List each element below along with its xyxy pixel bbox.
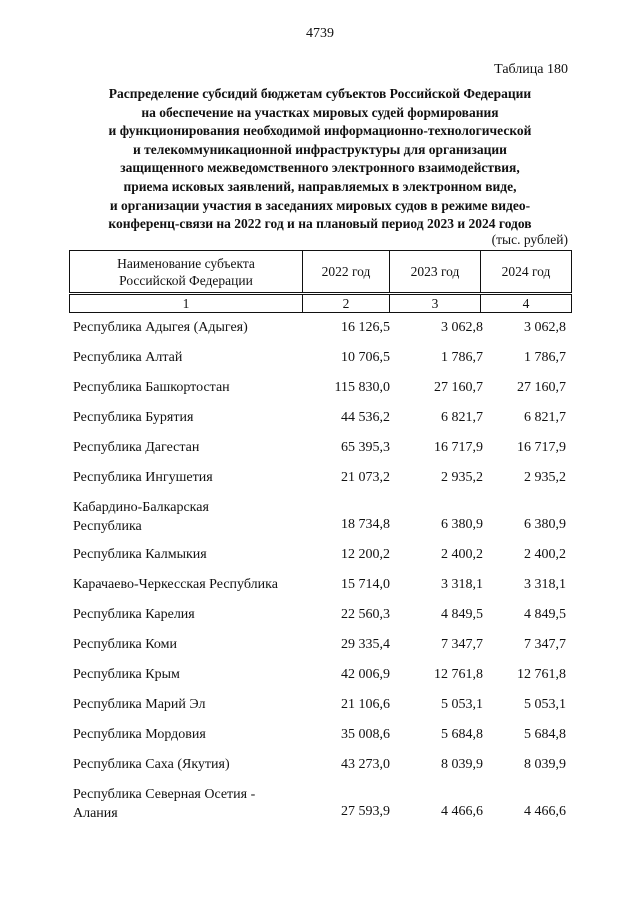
table-row: [0, 545, 640, 565]
table-row: [0, 635, 640, 655]
value-2022: 12 200,2: [341, 547, 390, 562]
column-header-2023: 2023 год: [390, 251, 481, 294]
value-2024: 4 849,5: [524, 607, 566, 622]
table-row: [0, 575, 640, 595]
value-2024: 8 039,9: [524, 757, 566, 772]
title-line: и организации участия в заседаниях мировых судов в режиме видео-: [109, 197, 531, 213]
value-2022: 115 830,0: [334, 380, 390, 395]
value-2022: 35 008,6: [341, 727, 390, 742]
column-number: 4: [481, 294, 572, 313]
region-name: [73, 498, 313, 536]
region-name-line: Республика Северная Осетия -: [73, 787, 256, 802]
page-number: 4739: [306, 26, 334, 41]
title-line: защищенного межведомственного электронного взаимодействия,: [120, 160, 520, 176]
table-row: [0, 665, 640, 685]
title-line: на обеспечение на участках мировых судей формирования: [141, 104, 499, 120]
value-2022: 65 395,3: [341, 440, 390, 455]
value-2022: 22 560,3: [341, 607, 390, 622]
region-name: Республика Марий Эл: [73, 697, 206, 712]
column-header-2022: 2022 год: [303, 251, 390, 294]
title-line: конференц-связи на 2022 год и на плановый период 2023 и 2024 годов: [108, 216, 532, 232]
table-row: [0, 408, 640, 428]
region-name: Республика Крым: [73, 667, 180, 682]
value-2022: 10 706,5: [341, 350, 390, 365]
region-name: Республика Дагестан: [73, 440, 200, 455]
value-2022: 44 536,2: [341, 410, 390, 425]
region-name: Республика Ингушетия: [73, 470, 213, 485]
value-2023: 12 761,8: [434, 667, 483, 682]
value-2023: 4 849,5: [441, 607, 483, 622]
value-2024: 6 380,9: [524, 517, 566, 532]
table-header: [69, 250, 572, 313]
region-name-line: Кабардино-Балкарская: [73, 500, 209, 515]
table-row: [0, 318, 640, 338]
region-name: [73, 785, 313, 823]
column-header-2024: 2024 год: [481, 251, 572, 294]
value-2022: 16 126,5: [341, 320, 390, 335]
value-2024: 2 400,2: [524, 547, 566, 562]
table-row: [0, 787, 640, 822]
value-2024: 1 786,7: [524, 350, 566, 365]
region-name: Республика Коми: [73, 637, 177, 652]
units-label: (тыс. рублей): [491, 232, 568, 247]
value-2024: 5 053,1: [524, 697, 566, 712]
column-number: 3: [390, 294, 481, 313]
value-2023: 2 400,2: [441, 547, 483, 562]
table-row: [0, 755, 640, 775]
table-row: [0, 438, 640, 458]
region-name: Республика Калмыкия: [73, 547, 207, 562]
table-row: [0, 468, 640, 488]
value-2023: 3 062,8: [441, 320, 483, 335]
value-2024: 5 684,8: [524, 727, 566, 742]
region-name-line: Республика: [73, 519, 142, 534]
value-2023: 4 466,6: [441, 804, 483, 819]
table-row: [0, 605, 640, 625]
value-2024: 2 935,2: [524, 470, 566, 485]
value-2022: 29 335,4: [341, 637, 390, 652]
column-header-name: [70, 251, 303, 294]
document-title: [66, 85, 574, 234]
title-line: и функционирования необходимой информационно-технологической: [108, 123, 532, 139]
region-name: Республика Мордовия: [73, 727, 206, 742]
value-2024: 16 717,9: [517, 440, 566, 455]
region-name: Республика Бурятия: [73, 410, 194, 425]
value-2022: 42 006,9: [341, 667, 390, 682]
value-2023: 5 684,8: [441, 727, 483, 742]
column-number: 2: [303, 294, 390, 313]
value-2022: 18 734,8: [341, 517, 390, 532]
value-2023: 8 039,9: [441, 757, 483, 772]
value-2024: 3 062,8: [524, 320, 566, 335]
region-name: Карачаево-Черкесская Республика: [73, 577, 278, 592]
value-2022: 21 073,2: [341, 470, 390, 485]
table-row: [0, 348, 640, 368]
value-2023: 1 786,7: [441, 350, 483, 365]
value-2022: 21 106,6: [341, 697, 390, 712]
table-row: [0, 725, 640, 745]
value-2024: 12 761,8: [517, 667, 566, 682]
value-2023: 7 347,7: [441, 637, 483, 652]
region-name: Республика Башкортостан: [73, 380, 230, 395]
value-2024: 3 318,1: [524, 577, 566, 592]
value-2024: 4 466,6: [524, 804, 566, 819]
value-2023: 3 318,1: [441, 577, 483, 592]
title-line: приема исковых заявлений, направляемых в электронном виде,: [123, 178, 517, 194]
table-row: [0, 500, 640, 535]
region-name: Республика Карелия: [73, 607, 195, 622]
value-2022: 43 273,0: [341, 757, 390, 772]
region-name: Республика Алтай: [73, 350, 183, 365]
region-name: Республика Саха (Якутия): [73, 757, 230, 772]
column-header-name-line: Российской Федерации: [119, 272, 253, 288]
column-header-name-line: Наименование субъекта: [117, 255, 255, 271]
region-name-line: Алания: [73, 806, 118, 821]
value-2023: 27 160,7: [434, 380, 483, 395]
value-2023: 16 717,9: [434, 440, 483, 455]
value-2023: 6 380,9: [441, 517, 483, 532]
value-2024: 27 160,7: [517, 380, 566, 395]
column-number: 1: [70, 294, 303, 313]
table-row: [0, 695, 640, 715]
value-2022: 15 714,0: [341, 577, 390, 592]
title-line: Распределение субсидий бюджетам субъектов Российской Федерации: [108, 86, 532, 101]
value-2022: 27 593,9: [341, 804, 390, 819]
title-line: и телекоммуникационной инфраструктуры для организации: [133, 141, 507, 157]
region-name: Республика Адыгея (Адыгея): [73, 320, 248, 335]
value-2024: 7 347,7: [524, 637, 566, 652]
value-2024: 6 821,7: [524, 410, 566, 425]
value-2023: 6 821,7: [441, 410, 483, 425]
table-row: [0, 378, 640, 398]
value-2023: 2 935,2: [441, 470, 483, 485]
value-2023: 5 053,1: [441, 697, 483, 712]
table-label: Таблица 180: [494, 62, 568, 77]
